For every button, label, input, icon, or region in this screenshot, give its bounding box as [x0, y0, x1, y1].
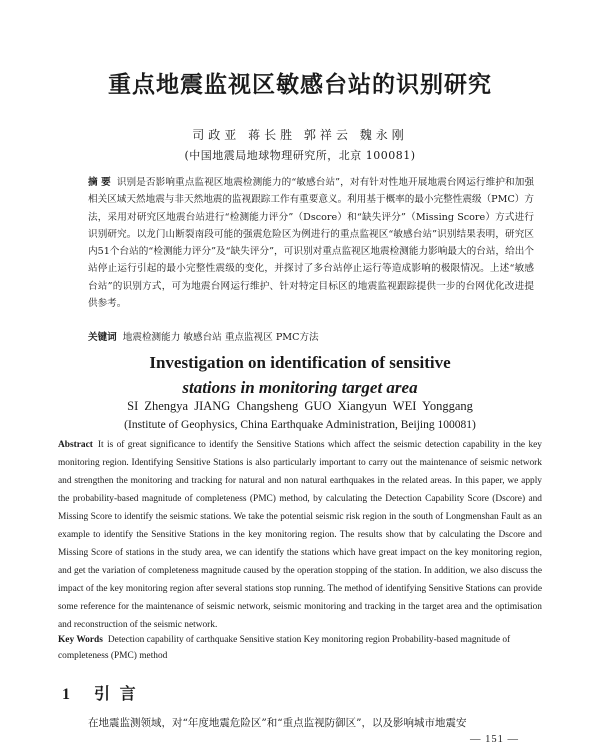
abstract-chinese-label: 摘 要	[88, 177, 111, 188]
authors-english: SI Zhengya JIANG Changsheng GUO Xiangyun WEI Yonggang	[127, 399, 473, 413]
abstract-english	[58, 436, 542, 634]
section-heading-introduction	[62, 681, 138, 704]
keywords-chinese	[88, 331, 534, 345]
paper-title-english	[0, 350, 600, 400]
introduction-paragraph: 在地震监测领域，对“年度地震危险区”和“重点监视防御区”，以及影响城市地震安	[88, 717, 467, 729]
abstract-chinese	[88, 174, 534, 312]
section-number: 1	[62, 686, 72, 703]
keywords-english-text: Detection capability of carthquake Sensitive station Key monitoring region Probability-based magnitude of completeness (PMC) method	[58, 635, 511, 661]
keywords-english-label: Key Words	[58, 635, 103, 645]
paper-title-chinese: 重点地震监视区敏感台站的识别研究	[108, 71, 492, 98]
keywords-chinese-label: 关键词	[88, 332, 117, 343]
abstract-english-label: Abstract	[58, 440, 93, 450]
section-title: 引 言	[94, 684, 138, 703]
authors-chinese: 司政亚 蒋长胜 郭祥云 魏永刚	[192, 128, 408, 142]
affiliation-english: (Institute of Geophysics, China Earthquake Administration, Beijing 100081)	[124, 419, 476, 431]
abstract-chinese-text: 识别是否影响重点监视区地震检测能力的“敏感台站”，对有针对性地开展地震台网运行维护和加强相关区域天然地震与非天然地震的监视跟踪工作有重要意义。利用基于概率的最小完整性震级（PMC）方法，采用对研究区地震台站进行“检测能力评分”（Dscore）和“缺失评分”（Missing Score）方式进行识别研究。以龙门山断裂南段可能的强震危险区为例进行的重点监视区“敏感台站”识别结果表明，研究区内51个台站的“检测能力评分”及“缺失评分”，可识别对重点监视区地震检测能力影响最大的台站，给出个站停止运行引起的最小完整性震级的变化，并探讨了多台站停止运行等造成影响的极限情况。上述“敏感台站”的识别方式，可为地震台网运行维护、针对特定目标区的地震监视跟踪提供一步的台网优化改进提供参考。	[88, 177, 535, 310]
keywords-english	[58, 632, 542, 664]
page-number: — 151 —	[470, 734, 519, 745]
paper-title-english-line1: Investigation on identification of sensitive	[149, 353, 451, 372]
keywords-chinese-text: 地震检测能力 敏感台站 重点监视区 PMC方法	[122, 332, 319, 343]
paper-title-english-line2: stations in monitoring target area	[182, 378, 418, 397]
abstract-english-text: It is of great significance to identify the Sensitive Stations which affect the seismic detection capability in the key monitoring region. Identifying Sensitive Stations is also particularly important to carry out the maintenance of seismic network and strengthen the monitoring and tracking for natural and non natural earthquakes in the related areas. In this paper, we apply the probability-based magnitude of completeness (PMC) method, by calculating the Detection Capability Score (Dscore) and Missing Score to identify the seismic stations. We take the potential seismic risk region in the south of Longmenshan Fault as an example to identify the Sensitive Stations in the key monitoring region. The results show that by calculating the Dscore and Missing Score of stations in the study area, we can identify the stations which have great impact on the key monitoring region, and get the variation of completeness magnitude caused by the operation stopping of the station. In addition, we also discuss the impact of the key monitoring region after several stations stop running. The method of identifying Sensitive Stations can provide some reference for the maintenance of seismic network, seismic monitoring and tracking in the target area and the optimisation and reconstruction of the seismic network.	[58, 440, 542, 630]
affiliation-chinese: (中国地震局地球物理研究所，北京 100081)	[184, 149, 416, 162]
